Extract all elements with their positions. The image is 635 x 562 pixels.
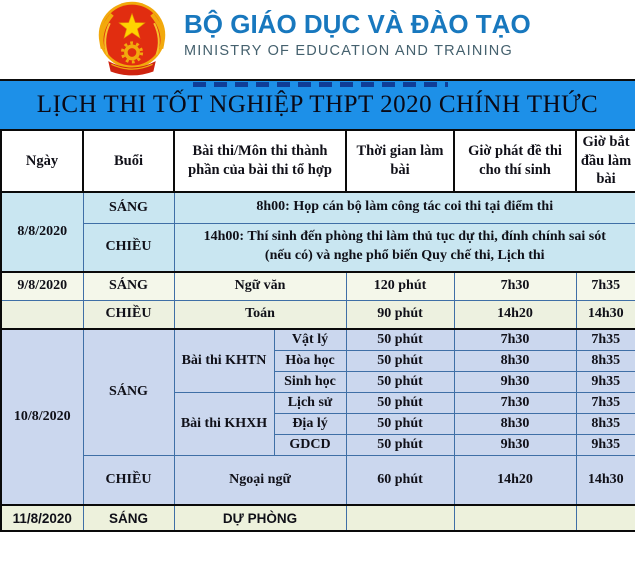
ministry-name-en: MINISTRY OF EDUCATION AND TRAINING [184,42,513,59]
date-cell-empty [1,300,83,329]
exam-schedule-table [0,129,635,532]
table-header [1,130,635,192]
table-row [1,300,635,329]
duration-cell-empty [346,505,454,531]
start-time-cell: 7h35 [576,329,635,350]
session-cell: SÁNG [83,505,174,531]
date-cell: 11/8/2020 [1,505,83,531]
title-banner [0,79,635,129]
header-duration: Thời gian làm bài [346,130,454,192]
session-cell: SÁNG [83,272,174,300]
duration-cell: 60 phút [346,455,454,505]
subject-cell: GDCD [274,434,346,455]
exam-group-cell: Bài thi KHXH [174,392,274,455]
handout-time-cell: 9h30 [454,434,576,455]
table-row [1,272,635,300]
subject-cell: Ngữ văn [174,272,346,300]
table-row [1,223,635,272]
section-8-8-2020 [1,192,635,272]
section-9-8-2020 [1,272,635,329]
session-cell: SÁNG [83,192,174,223]
subject-cell: Lịch sử [274,392,346,413]
start-time-cell: 9h35 [576,434,635,455]
start-time-cell: 7h35 [576,392,635,413]
subject-cell: Hòa học [274,350,346,371]
duration-cell: 50 phút [346,350,454,371]
handout-time-cell: 9h30 [454,371,576,392]
table-row [1,505,635,531]
start-time-cell: 14h30 [576,455,635,505]
duration-cell: 50 phút [346,392,454,413]
header-handout: Giờ phát đề thi cho thí sinh [454,130,576,192]
start-time-cell: 8h35 [576,350,635,371]
duration-cell: 120 phút [346,272,454,300]
activity-note-cell: 8h00: Họp cán bộ làm công tác coi thi tại điểm thi [174,192,635,223]
table-row [1,455,635,505]
table-row [1,192,635,223]
session-cell: CHIỀU [83,455,174,505]
subject-cell: Ngoại ngữ [174,455,346,505]
handout-time-cell: 14h20 [454,455,576,505]
date-cell: 10/8/2020 [1,329,83,505]
start-time-cell-empty [576,505,635,531]
clipped-text-remnant [193,82,448,87]
subject-cell: Địa lý [274,413,346,434]
date-cell: 8/8/2020 [1,192,83,272]
table-row [1,329,635,350]
handout-time-cell: 7h30 [454,272,576,300]
handout-time-cell: 8h30 [454,350,576,371]
activity-note-cell: 14h00: Thí sinh đến phòng thi làm thủ tục dự thi, đính chính sai sót (nếu có) và nghe phổ biến Quy chế thi, Lịch thi [174,223,635,272]
header-start: Giờ bắt đầu làm bài [576,130,635,192]
handout-time-cell: 14h20 [454,300,576,329]
header-date: Ngày [1,130,83,192]
header-exam: Bài thi/Môn thi thành phần của bài thi tổ hợp [174,130,346,192]
reserve-note-cell: DỰ PHÒNG [174,505,346,531]
handout-time-cell-empty [454,505,576,531]
subject-cell: Sinh học [274,371,346,392]
session-cell: CHIỀU [83,223,174,272]
subject-cell: Toán [174,300,346,329]
duration-cell: 50 phút [346,434,454,455]
start-time-cell: 9h35 [576,371,635,392]
duration-cell: 50 phút [346,371,454,392]
section-10-8-2020 [1,329,635,505]
masthead [0,0,635,79]
masthead-text [184,10,531,59]
ministry-name-vi: BỘ GIÁO DỤC VÀ ĐÀO TẠO [184,9,531,39]
duration-cell: 50 phút [346,329,454,350]
session-cell: CHIỀU [83,300,174,329]
duration-cell: 50 phút [346,413,454,434]
start-time-cell: 8h35 [576,413,635,434]
duration-cell: 90 phút [346,300,454,329]
handout-time-cell: 7h30 [454,329,576,350]
start-time-cell: 14h30 [576,300,635,329]
page-title: LỊCH THI TỐT NGHIỆP THPT 2020 CHÍNH THỨC [36,91,599,118]
handout-time-cell: 8h30 [454,413,576,434]
vietnam-national-emblem-icon [92,1,172,77]
session-cell: SÁNG [83,329,174,455]
exam-group-cell: Bài thi KHTN [174,329,274,392]
header-session: Buổi [83,130,174,192]
handout-time-cell: 7h30 [454,392,576,413]
subject-cell: Vật lý [274,329,346,350]
start-time-cell: 7h35 [576,272,635,300]
date-cell: 9/8/2020 [1,272,83,300]
section-11-8-2020 [1,505,635,531]
